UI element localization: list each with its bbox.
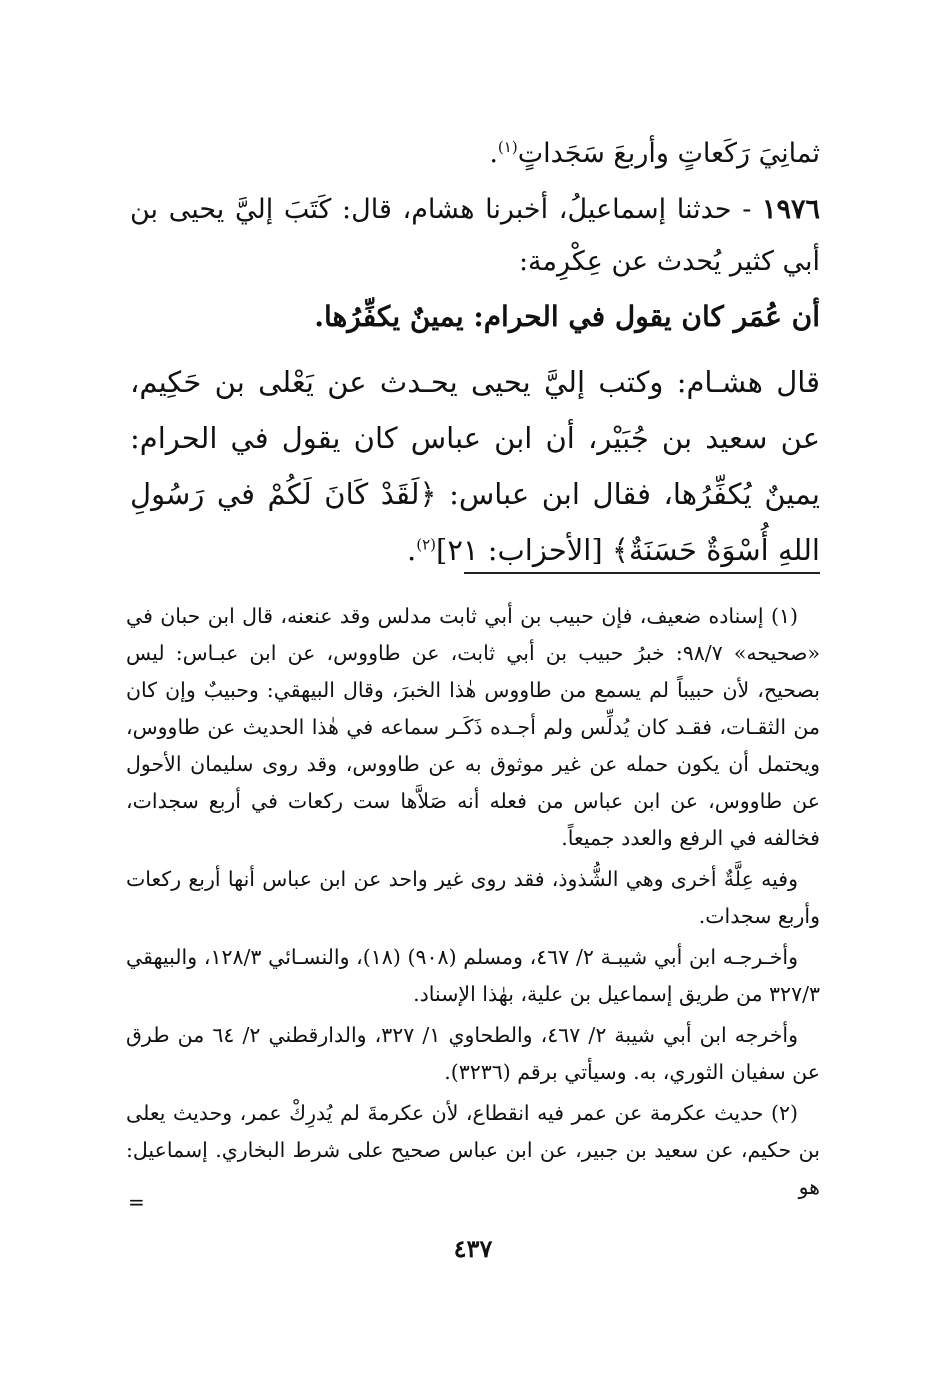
opening-line-end: . <box>489 138 498 169</box>
footnotes-block <box>126 598 820 1206</box>
footnote-ref-1[interactable]: (١) <box>497 138 518 156</box>
second-paragraph-text: قال هشـام: وكتب إليَّ يحيى يحـدث عن يَعْلى بن حَكِيم، عن سعيد بن جُبَيْر، أن ابن عباس كان يقول في الحرام: يمينٌ يُكفِّرُها، فقال ابن عباس: ﴿لَقَدْ كَانَ لَكُمْ في رَسُولِ اللهِ أُسْوَةٌ حَسَنَةٌ﴾ [الأحزاب: ٢١] <box>130 365 820 567</box>
footnote-separator <box>464 572 820 574</box>
second-paragraph <box>130 354 820 578</box>
continuation-mark: = <box>128 1190 145 1214</box>
page-number: ٤٣٧ <box>453 1234 493 1263</box>
footnote-1: (١) إسناده ضعيف، فإن حبيب بن أبي ثابت مدلس وقد عنعنه، قال ابن حبان في «صحيحه» ٩٨/٧: خبرُ حبيب بن أبي ثابت، عن طاووس، عن ابن عبـاس: ليس بصحيح، لأن حبيباً لم يسمع من طاووس هٰذا الخبرَ، وقال البيهقي: وحبيبٌ وإن كان من الثقـات، فقـد كان يُدلِّس ولم أجـده ذَكَـر سماعه في هٰذا الحديث عن طاووس، ويحتمل أن يكون حمله عن غير موثوق به عن طاووس، وقد روى سليمان الأحول عن طاووس، عن ابن عباس من فعله أنه صَلاَّها ست ركعات في أربع سجدات، فخالفه في الرفع والعدد جميعاً. <box>126 604 821 850</box>
footnote-ref-2[interactable]: (٢) <box>416 535 436 554</box>
footnote-1-para-2: وفيه عِلَّةٌ أخرى وهي الشُّذوذ، فقد روى غير واحد عن ابن عباس أنها أربع ركعات وأربع سجدات. <box>126 867 820 928</box>
footnote-1-para-4: وأخرجه ابن أبي شيبة ٢/ ٤٦٧، والطحاوي ١/ ٣٢٧، والدارقطني ٢/ ٦٤ من طرق عن سفيان الثوري، به. وسيأتي برقم (٣٢٣٦). <box>126 1023 820 1084</box>
hadith-number: ١٩٧٦ <box>761 194 820 225</box>
opening-line <box>130 128 820 180</box>
hadith-intro-text: - حدثنا إسماعيلُ، أخبرنا هشام، قال: كَتَبَ إليَّ يحيى بن أبي كثير يُحدث عن عِكْرِمة: <box>130 194 820 277</box>
hadith-isnad <box>130 184 820 288</box>
main-text-block <box>130 128 820 578</box>
second-paragraph-end: . <box>407 533 417 567</box>
footnote-1-para-3: وأخـرجـه ابن أبي شيبـة ٢/ ٤٦٧، ومسلم (٩٠٨) (١٨)، والنسـائي ١٢٨/٣، والبيهقي ٣٢٧/٣ من طريق إسماعيل بن علية، بهٰذا الإسناد. <box>126 945 820 1006</box>
opening-line-text: ثمانِيَ رَكَعاتٍ وأربعَ سَجَداتٍ <box>517 138 820 169</box>
footnote-2: (٢) حديث عكرمة عن عمر فيه انقطاع، لأن عكرمةَ لم يُدرِكْ عمر، وحديث يعلى بن حكيم، عن سعيد بن جبير، عن ابن عباس صحيح على شرط البخاري. إسماعيل: هو <box>126 1101 820 1199</box>
hadith-text: أن عُمَر كان يقول في الحرام: يمينٌ يكفِّرُها. <box>314 300 820 333</box>
